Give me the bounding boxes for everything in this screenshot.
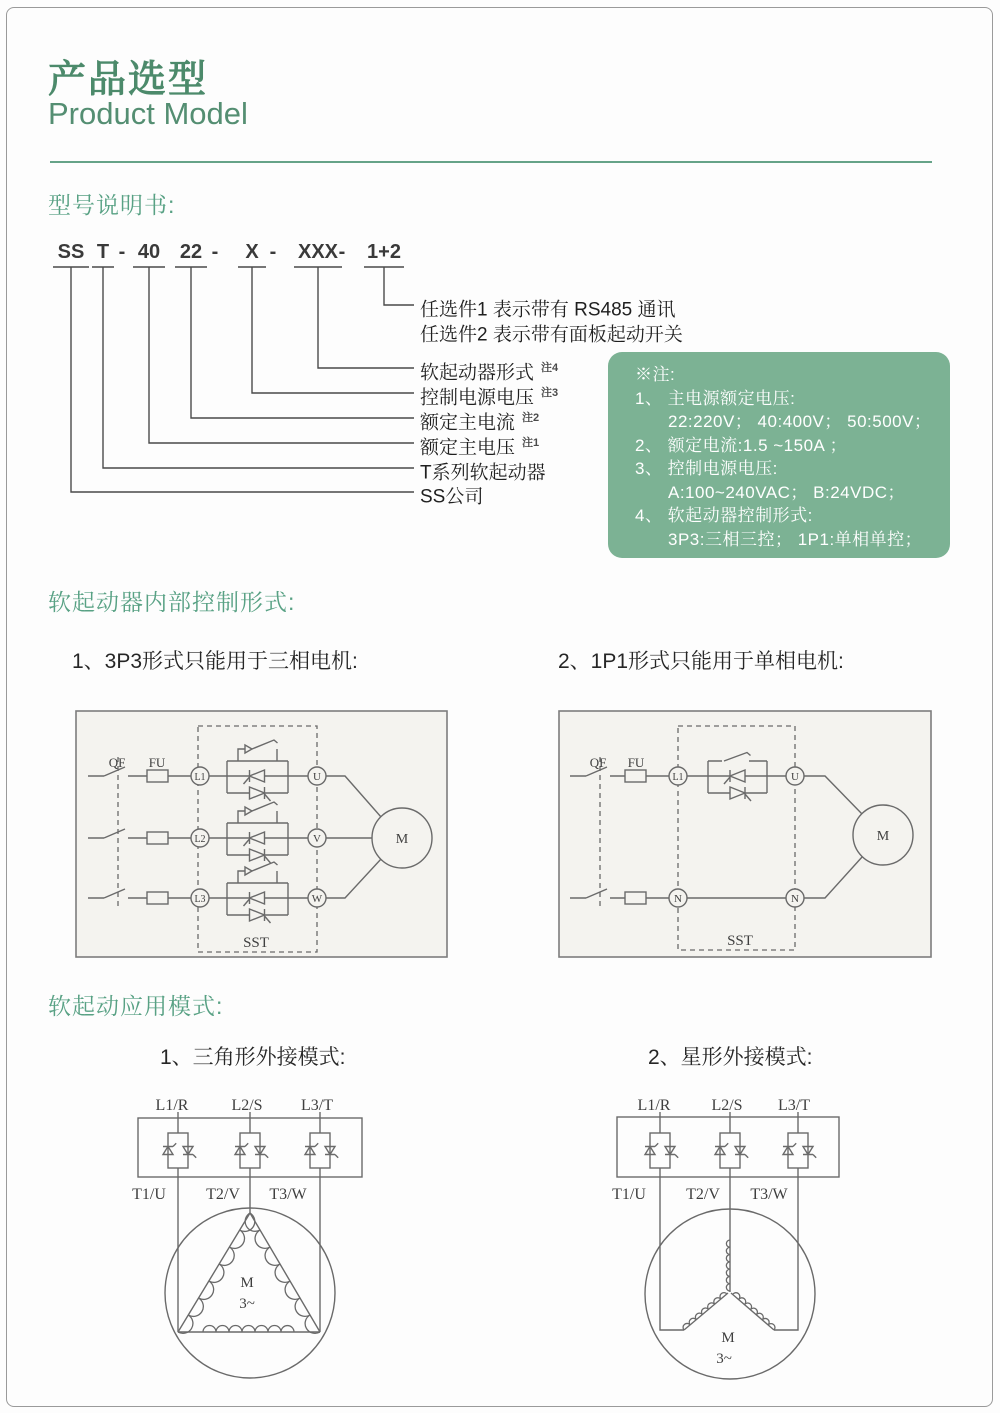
diagram-3p3 xyxy=(75,710,448,959)
sst-label: SST xyxy=(727,933,753,949)
model-code-40: 40 xyxy=(137,241,161,263)
diagram-star xyxy=(575,1085,890,1390)
motor-phase-label: 3~ xyxy=(716,1351,732,1367)
callout-option2: 任选件2 表示带有面板起动开关 xyxy=(420,324,683,346)
terminal-n-out: N xyxy=(791,893,799,905)
note-line-3: 2、 额定电流:1.5 ~150A ； xyxy=(635,435,848,455)
terminal-w: W xyxy=(311,893,323,905)
thyristor-modules xyxy=(163,1133,338,1168)
motor-circle xyxy=(165,1208,335,1378)
note-line-6: 4、 软起动器控制形式: xyxy=(635,506,813,525)
fu-label: FU xyxy=(627,755,645,770)
note-line-1: 1、 主电源额定电压: xyxy=(635,388,796,408)
output-label-t2v: T2/V xyxy=(206,1186,240,1203)
terminal-l2: L2 xyxy=(194,834,206,845)
terminal-l1: L1 xyxy=(194,772,206,783)
input-label-l2s: L2/S xyxy=(711,1097,743,1114)
terminal-l1: L1 xyxy=(672,772,684,783)
model-code-x: X xyxy=(245,241,259,263)
fu-label: FU xyxy=(148,755,166,770)
page-subtitle: Product Model xyxy=(48,96,248,131)
callout-starter-form: 软起动器形式 $^{注4}$ xyxy=(420,362,559,384)
model-code-dash3: - xyxy=(269,241,277,263)
note-line-5: A:100~240VAC； B:24VDC； xyxy=(668,482,905,502)
terminal-n-in: N xyxy=(674,893,682,905)
page-title: 产品选型 xyxy=(48,59,209,101)
qf-label: QF xyxy=(589,755,607,770)
star-windings xyxy=(681,1240,776,1330)
callout-control-voltage: 控制电源电压 $^{注3}$ xyxy=(420,387,559,409)
model-code-opt: 1+2 xyxy=(367,241,401,263)
model-section-heading: 型号说明书: xyxy=(48,192,176,218)
qf-label: QF xyxy=(108,755,126,770)
callout-rated-voltage: 额定主电压 $^{注1}$ xyxy=(420,437,540,459)
diagram-1p1 xyxy=(558,710,933,959)
application-item-delta-label: 1、三角形外接模式: xyxy=(160,1046,346,1069)
terminal-l3: L3 xyxy=(194,894,206,905)
application-item-star-label: 2、星形外接模式: xyxy=(648,1046,813,1069)
feed-lines xyxy=(660,1112,798,1330)
model-code-xxx: XXX xyxy=(297,241,339,263)
notes-box xyxy=(608,352,950,558)
note-title: ※注: xyxy=(635,365,676,384)
input-label-l2s: L2/S xyxy=(231,1097,263,1114)
output-label-t2v: T2/V xyxy=(686,1186,720,1203)
callout-option1: 任选件1 表示带有 RS485 通讯 xyxy=(420,299,676,321)
output-label-t3w: T3/W xyxy=(269,1186,307,1203)
code-callout-lines xyxy=(71,267,414,492)
note-line-7: 3P3:三相三控； 1P1:单相单控； xyxy=(668,529,923,549)
model-code-dash2: - xyxy=(211,241,219,263)
motor-label: M xyxy=(876,829,890,844)
model-code-dash1: - xyxy=(118,241,126,263)
input-label-l1r: L1/R xyxy=(637,1097,671,1114)
note-line-4: 3、 控制电源电压: xyxy=(635,459,778,478)
input-label-l3t: L3/T xyxy=(301,1097,333,1114)
motor-label: M xyxy=(721,1330,735,1346)
control-section-heading: 软起动器内部控制形式: xyxy=(48,589,296,615)
callout-rated-current: 额定主电流 $^{注2}$ xyxy=(420,412,540,434)
model-code-22: 22 xyxy=(179,241,203,263)
callout-t-series: T系列软起动器 xyxy=(420,462,546,484)
sst-label: SST xyxy=(243,935,269,951)
output-label-t1u: T1/U xyxy=(132,1186,166,1203)
diagram-delta xyxy=(98,1085,408,1390)
terminal-v: V xyxy=(313,833,321,845)
thyristor-modules xyxy=(645,1133,816,1168)
output-label-t1u: T1/U xyxy=(612,1186,646,1203)
callout-ss-company: SS公司 xyxy=(420,486,484,508)
model-code-t: T xyxy=(96,241,110,263)
note-line-2: 22:220V； 40:400V； 50:500V； xyxy=(668,412,932,431)
motor-label: M xyxy=(240,1275,254,1291)
control-item-3p3-label: 1、3P3形式只能用于三相电机: xyxy=(72,650,358,673)
terminal-u: U xyxy=(791,771,799,783)
input-label-l1r: L1/R xyxy=(155,1097,189,1114)
output-label-t3w: T3/W xyxy=(750,1186,788,1203)
terminal-u: U xyxy=(313,771,321,783)
application-section-heading: 软起动应用模式: xyxy=(48,993,224,1019)
control-item-1p1-label: 2、1P1形式只能用于单相电机: xyxy=(558,650,844,673)
motor-label: M xyxy=(395,832,409,847)
motor-phase-label: 3~ xyxy=(239,1296,255,1312)
model-code-ss: SS xyxy=(57,241,85,263)
model-code-dash4: - xyxy=(338,241,346,263)
input-label-l3t: L3/T xyxy=(778,1097,810,1114)
